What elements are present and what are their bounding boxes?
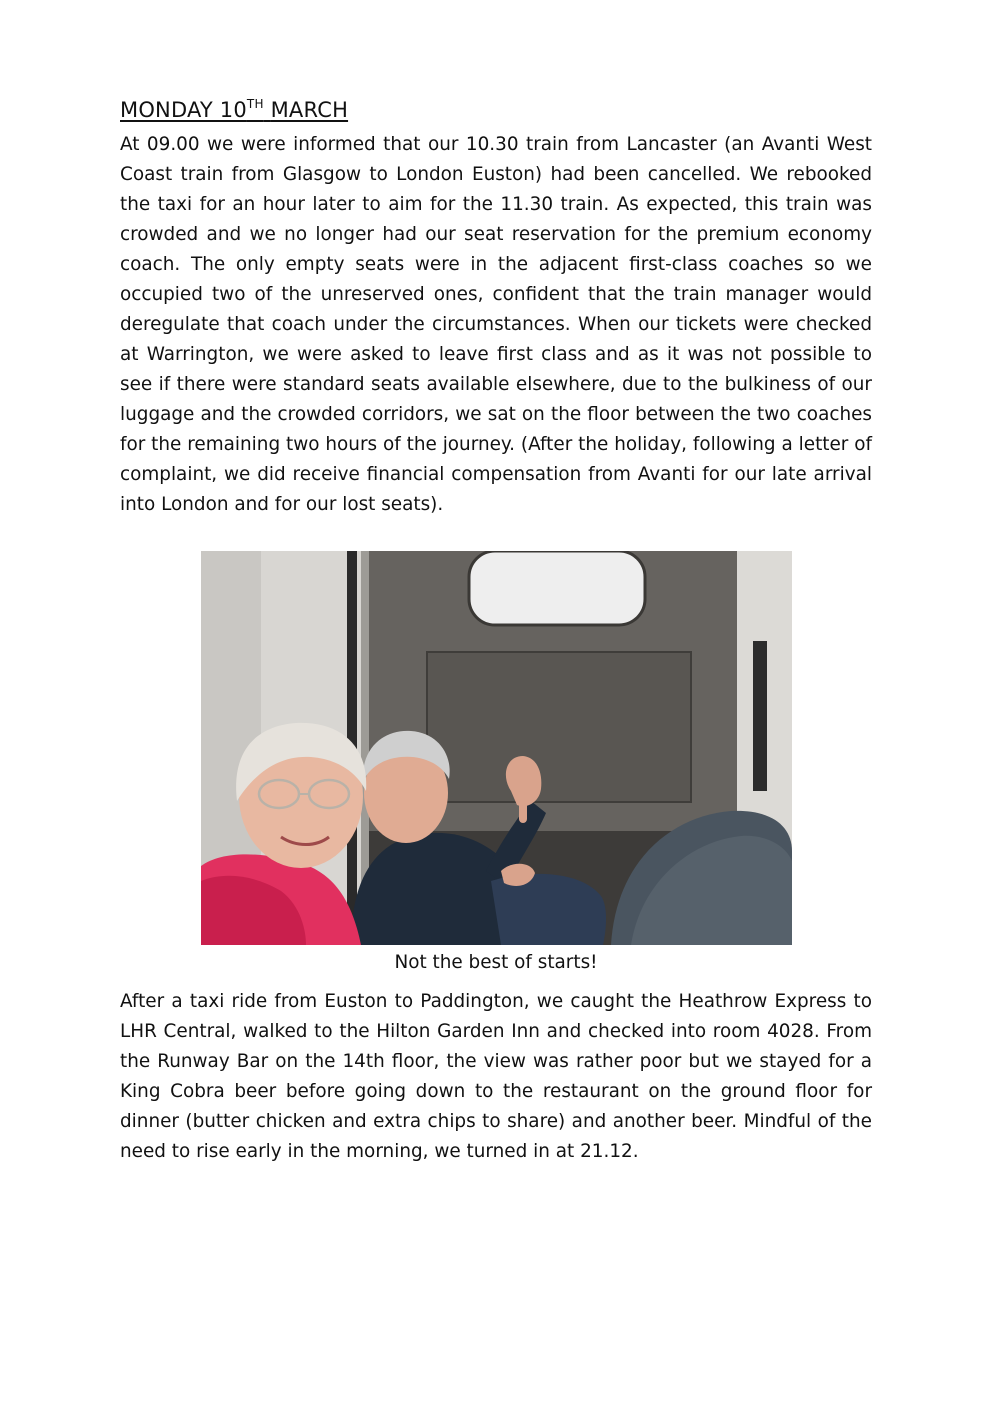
photo-caption: Not the best of starts! [394,952,598,973]
train-floor-photo [201,551,792,945]
heading-month: MARCH [270,98,349,122]
page-heading [120,96,348,124]
diary-paragraph-train: At 09.00 we were informed that our 10.30 train from Lancaster (an Avanti West Coast train from Glasgow to London Euston) had been cancelled. We rebooked the taxi for an hour later to aim for the 11.30 train. As expected, this train was crowded and we no longer had our seat reservation for the premium economy coach. The only empty seats were in the adjacent first-class coaches so we occupied two of the unreserved ones, confident that the train manager would deregulate that coach under the circumstances. When our tickets were checked at Warrington, we were asked to leave first class and as it was not possible to see if there were standard seats available elsewhere, due to the bulkiness of our luggage and the crowded corridors, we sat on the floor between the two coaches for the remaining two hours of the journey. (After the holiday, following a letter of complaint, we did receive financial compensation from Avanti for our late arrival into London and for our lost seats). [120,134,872,515]
diary-paragraph-hotel: After a taxi ride from Euston to Paddington, we caught the Heathrow Express to LHR Central, walked to the Hilton Garden Inn and checked into room 4028. From the Runway Bar on the 14th floor, the view was rather poor but we stayed for a King Cobra beer before going down to the restaurant on the ground floor for dinner (butter chicken and extra chips to share) and another beer. Mindful of the need to rise early in the morning, we turned in at 21.12. [120,991,872,1162]
heading-day: MONDAY 10 [120,98,247,122]
heading-ordinal-suffix: TH [246,97,264,111]
photo-illustration [201,551,792,945]
